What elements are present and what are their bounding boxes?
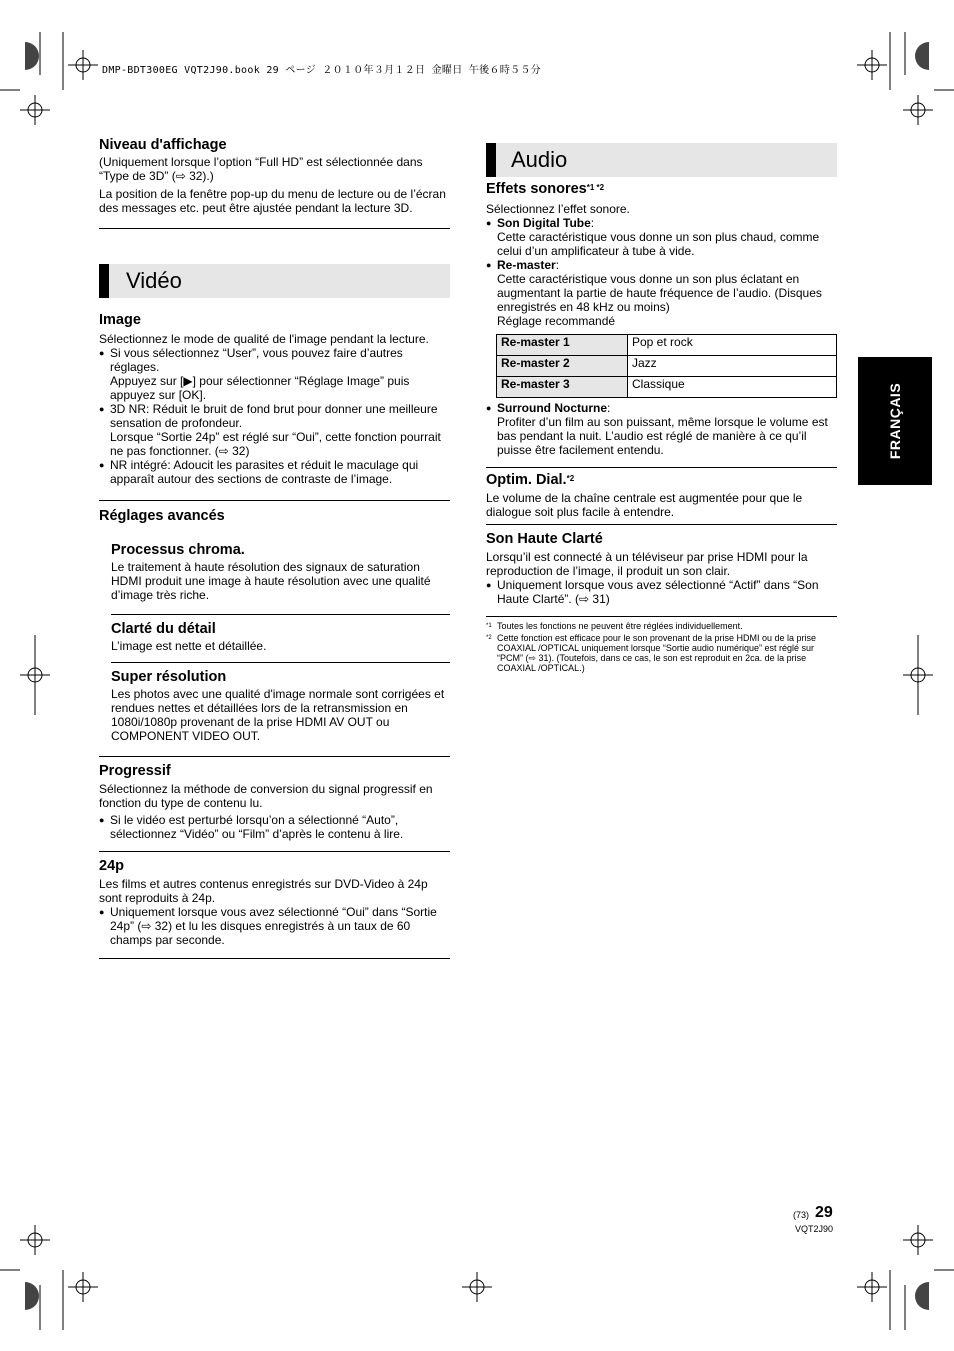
list-item: ● Uniquement lorsque vous avez sélectionné “Oui” dans “Sortie 24p” (⇨ 32) et lu les disques enregistrés à un taux de 60 champs par seconde. bbox=[99, 905, 437, 947]
list-item: ● Uniquement lorsque vous avez sélectionné “Actif” dans “Son Haute Clarté”. (⇨ 31) bbox=[486, 578, 819, 606]
effets-text: Sélectionnez l’effet sonore. bbox=[486, 202, 630, 216]
heading-image: Image bbox=[99, 312, 141, 328]
footnote: *1 Toutes les fonctions ne peuvent être réglées individuellement. bbox=[486, 621, 743, 631]
sonhaute-text: Lorsqu’il est connecté à un téléviseur par prise HDMI pour la reproduction de l’image, il produit un son clair. bbox=[486, 550, 808, 578]
clarte-text: L’image est nette et détaillée. bbox=[111, 639, 267, 653]
separator bbox=[111, 662, 450, 663]
heading-super-resolution: Super résolution bbox=[111, 669, 227, 685]
section-banner-audio bbox=[486, 143, 837, 177]
footnotes bbox=[486, 621, 837, 673]
language-label: FRANÇAIS bbox=[887, 382, 903, 460]
separator bbox=[111, 614, 450, 615]
bullet-icon: ● bbox=[99, 348, 105, 358]
remaster-table bbox=[496, 334, 837, 398]
bullet-icon: ● bbox=[99, 907, 105, 917]
bullet-icon: ● bbox=[99, 460, 105, 470]
table-row: Re-master 3 Classique bbox=[497, 377, 837, 398]
bullet-icon: ● bbox=[486, 260, 492, 270]
heading-son-haute-clarte: Son Haute Clarté bbox=[486, 531, 603, 547]
heading-24p: 24p bbox=[99, 858, 124, 874]
left-column bbox=[99, 136, 450, 959]
optim-text: Le volume de la chaîne centrale est augmentée pour que le dialogue soit plus facile à entendre. bbox=[486, 491, 803, 519]
bullet-icon: ● bbox=[99, 404, 105, 414]
language-tab bbox=[858, 357, 932, 485]
list-item: ● 3D NR: Réduit le bruit de fond brut pour donner une meilleure sensation de profondeur. Lorsque “Sortie 24p” est réglé sur “Oui”, cette fonction pourrait ne pas fonctionner. (⇨ 32) bbox=[99, 402, 441, 458]
separator bbox=[99, 500, 450, 501]
list-item: ● NR intégré: Adoucit les parasites et réduit le maculage qui apparaît autour des sections de contraste de l’image. bbox=[99, 458, 419, 486]
list-item: ● Son Digital Tube: Cette caractéristique vous donne un son plus chaud, comme celui d’un amplificateur à tube à vide. bbox=[486, 216, 820, 258]
list-item: ● Surround Nocturne: Profiter d’un film au son puissant, même lorsque le volume est bas pendant la nuit. L’audio est réglé de manière à ce qu’il puisse être facilement entendu. bbox=[486, 401, 828, 457]
bullet-icon: ● bbox=[99, 815, 105, 825]
section-banner-video bbox=[99, 264, 450, 298]
separator bbox=[99, 958, 450, 959]
bullet-icon: ● bbox=[486, 403, 492, 413]
niveau-note: (Uniquement lorsque l’option “Full HD” est sélectionnée dans “Type de 3D” (⇨ 32).) bbox=[99, 155, 423, 183]
heading-niveau-affichage: Niveau d'affichage bbox=[99, 137, 227, 153]
heading-reglages-avances: Réglages avancés bbox=[99, 508, 225, 524]
heading-processus-chroma: Processus chroma. bbox=[111, 542, 245, 558]
print-header: DMP-BDT300EG VQT2J90.book 29 ページ ２０１０年３月１２日 金曜日 午後６時５５分 bbox=[102, 65, 541, 76]
separator bbox=[99, 756, 450, 757]
separator bbox=[99, 851, 450, 852]
section-title-video: Vidéo bbox=[126, 268, 182, 293]
progressif-text: Sélectionnez la méthode de conversion du signal progressif en fonction du type de contenu lu. bbox=[99, 782, 433, 810]
table-row: Re-master 1 Pop et rock bbox=[497, 335, 837, 356]
separator bbox=[99, 228, 450, 229]
bullet-icon: ● bbox=[486, 580, 492, 590]
list-item: ● Re-master: Cette caractéristique vous donne un son plus éclatant en augmentant la partie de haute fréquence de l’audio. (Disques enregistrés en 48 kHz ou moins) Réglage recommandé bbox=[486, 258, 822, 328]
page-number: 29 bbox=[815, 1204, 833, 1221]
24p-text: Les films et autres contenus enregistrés sur DVD-Video à 24p sont reproduits à 24p. bbox=[99, 877, 428, 905]
page-code: VQT2J90 bbox=[795, 1224, 834, 1234]
niveau-text: La position de la fenêtre pop-up du menu de lecture ou de l’écran des messages etc. peut être ajustée pendant la lecture 3D. bbox=[99, 187, 446, 215]
heading-progressif: Progressif bbox=[99, 763, 171, 779]
separator bbox=[486, 467, 837, 468]
banner-bar bbox=[99, 264, 109, 298]
list-item: ● Si le vidéo est perturbé lorsqu’on a sélectionné “Auto”, sélectionnez “Vidéo” ou “Film” d’après le contenu à lire. bbox=[99, 813, 404, 841]
chroma-text: Le traitement à haute résolution des signaux de saturation HDMI produit une image à haute résolution avec une qualité d’image très riche. bbox=[111, 560, 431, 602]
super-text: Les photos avec une qualité d'image normale sont corrigées et rendues nettes et détaillées lors de la retransmission en 1080i/1080p provenant de la prise HDMI AV OUT ou COMPONENT VIDEO OUT. bbox=[111, 687, 445, 743]
section-title-audio: Audio bbox=[511, 147, 568, 172]
right-column bbox=[486, 143, 837, 673]
page-small-number: (73) bbox=[793, 1210, 810, 1220]
heading-effets-sonores: Effets sonores$^{*1 *2}$ bbox=[486, 181, 605, 197]
separator bbox=[486, 616, 837, 617]
bullet-icon: ● bbox=[486, 218, 492, 228]
heading-optim-dial: Optim. Dial.$^{*2}$ bbox=[486, 472, 575, 488]
table-row: Re-master 2 Jazz bbox=[497, 356, 837, 377]
footnote: *2 Cette fonction est efficace pour le son provenant de la prise HDMI ou de la prise COAXIAL /OPTICAL uniquement lorsque “Sortie audio numérique” est réglé sur “PCM” (⇨ 31). (Toutefois, dans ce cas, le son est reproduit en 2ca. de la prise COAXIAL /OPTICAL.) bbox=[486, 633, 817, 673]
banner-bar bbox=[486, 143, 496, 177]
list-item: ● Si vous sélectionnez “User”, vous pouvez faire d’autres réglages. Appuyez sur [▶] pour sélectionner “Réglage Image” puis appuyez sur [OK]. bbox=[99, 346, 410, 402]
heading-clarte-detail: Clarté du détail bbox=[111, 621, 216, 637]
image-text: Sélectionnez le mode de qualité de l'image pendant la lecture. bbox=[99, 332, 429, 346]
separator bbox=[486, 524, 837, 525]
